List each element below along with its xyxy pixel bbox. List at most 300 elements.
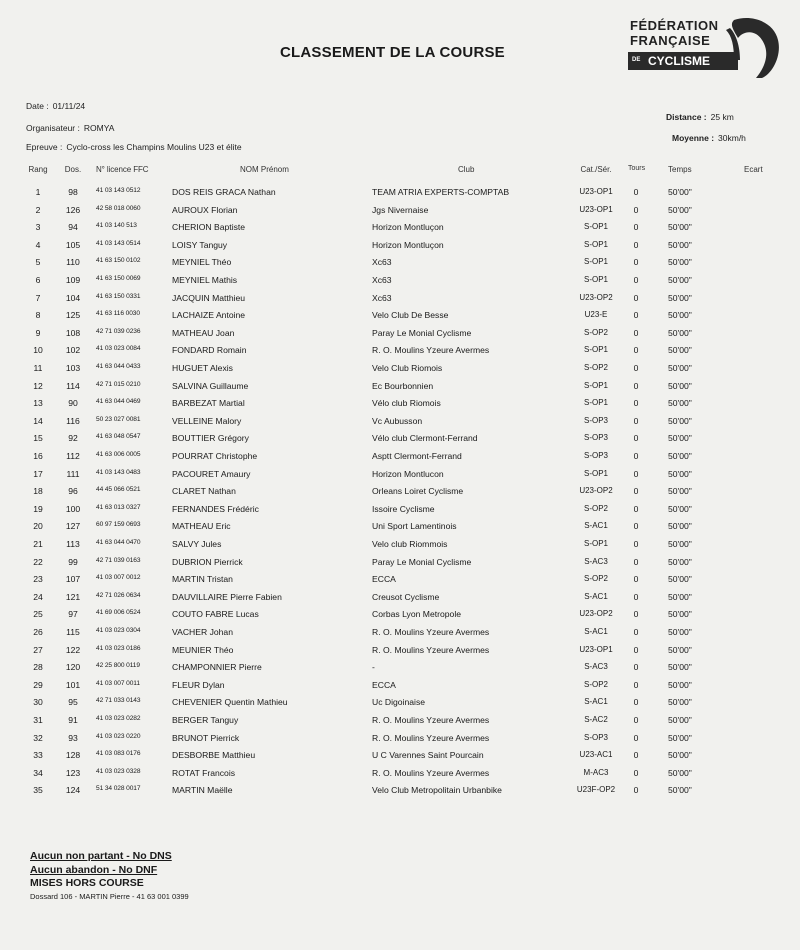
cell-club: Corbas Lyon Metropole [372,609,462,620]
col-temps: Temps [668,165,692,174]
cell-licence: 42 71 033 0143 [96,697,141,705]
cell-cat: S-AC1 [584,627,608,636]
col-licence: N° licence FFC [96,165,149,174]
cell-licence: 41 63 150 0331 [96,292,141,300]
cell-tours: 0 [633,785,639,796]
cell-club: Velo Club Metropolitain Urbanbike [372,785,502,796]
cell-rang: 27 [33,644,43,655]
cell-club: Xc63 [372,257,392,268]
cell-cat: S-OP1 [583,398,608,408]
cell-cat: S-OP3 [583,433,608,443]
cell-licence: 41 63 150 0102 [96,257,141,265]
cell-temps: 50'00" [668,468,692,479]
cell-temps: 50'00" [668,609,692,620]
cell-temps: 50'00" [668,327,692,338]
cell-rang: 20 [33,521,43,532]
cell-rang: 31 [33,715,43,725]
cell-licence: 41 63 013 0327 [96,503,141,511]
logo-de: DE [632,57,641,63]
cell-tours: 0 [633,310,639,321]
cell-dos: 109 [65,275,81,285]
cell-tours: 0 [633,275,639,285]
cell-nom: POURRAT Christophe [172,451,258,461]
cell-nom: MEUNIER Théo [172,644,234,655]
cell-cat: S-OP1 [583,275,608,284]
cell-temps: 50'00" [668,521,692,532]
cell-club: Uc Digoinaise [372,697,426,708]
organisateur-label: Organisateur : [26,123,80,133]
col-nom: NOM Prénom [240,165,289,174]
cell-rang: 3 [35,222,41,233]
epreuve-line [26,142,242,152]
cell-rang: 23 [33,574,43,585]
cell-licence: 41 03 140 513 [96,222,137,230]
cell-dos: 125 [65,310,81,321]
cell-cat: S-OP1 [583,222,608,232]
cell-club: Jgs Nivernaise [372,204,429,215]
logo-line-2: FRANÇAISE [630,33,711,48]
cell-rang: 15 [33,433,43,444]
cell-tours: 0 [633,767,639,778]
cell-club: Vélo club Riomois [372,398,441,409]
cell-nom: SALVINA Guillaume [172,380,249,391]
cell-dos: 124 [65,785,81,796]
cell-cat: U23-OP2 [579,292,613,302]
cell-dos: 116 [66,415,80,426]
cell-tours: 0 [633,345,639,356]
cell-rang: 28 [33,662,43,673]
col-rang: Rang [28,165,48,174]
cell-rang: 29 [33,679,43,690]
cell-cat: S-OP2 [583,327,608,337]
cell-dos: 121 [65,591,81,602]
moyenne-line [672,133,746,143]
cell-temps: 50'00" [668,363,692,373]
cell-tours: 0 [633,204,639,215]
cell-tours: 0 [633,574,639,585]
cell-licence: 44 45 066 0521 [96,486,141,494]
cell-nom: DUBRION Pierrick [172,556,243,567]
cell-temps: 50'00" [668,239,692,250]
cell-licence: 41 63 048 0547 [96,433,141,441]
cell-rang: 30 [33,697,43,708]
cell-rang: 25 [33,609,43,620]
cell-dos: 112 [66,451,80,461]
cell-temps: 50'00" [668,415,692,426]
cell-tours: 0 [633,222,639,233]
cell-licence: 50 23 027 0081 [96,415,141,423]
cell-licence: 41 03 023 0304 [96,627,141,634]
cell-club: ECCA [372,574,396,585]
col-dos: Dos. [64,165,82,174]
cell-club: R. O. Moulins Yzeure Avermes [372,732,490,743]
cell-club: Asptt Clermont-Ferrand [372,451,462,461]
cell-dos: 101 [65,679,81,690]
cell-club: Horizon Montlucon [372,468,444,479]
cell-rang: 11 [33,363,43,373]
cell-dos: 94 [68,222,78,233]
cell-licence: 41 03 083 0176 [96,750,141,758]
cell-club: R. O. Moulins Yzeure Avermes [372,715,490,725]
cell-rang: 32 [33,732,43,743]
cell-nom: CHAMPONNIER Pierre [172,662,262,673]
cell-licence: 41 03 143 0483 [96,468,141,476]
cell-temps: 50'00" [668,627,692,637]
cell-temps: 50'00" [668,679,692,690]
cell-licence: 42 71 039 0236 [96,327,141,335]
col-tours: Tours [628,165,646,172]
date-value: 01/11/24 [52,101,86,111]
cell-cat: S-OP1 [583,539,608,548]
cell-temps: 50'00" [668,644,692,655]
cell-licence: 41 03 023 0282 [96,715,141,722]
cell-licence: 42 58 018 0060 [96,204,141,212]
cell-tours: 0 [633,697,639,708]
cell-club: Xc63 [372,275,392,285]
cell-dos: 93 [68,732,78,743]
cell-dos: 110 [66,257,80,268]
cell-dos: 126 [65,204,81,215]
cell-licence: 41 03 007 0011 [96,679,140,687]
cell-rang: 8 [35,310,41,321]
cell-cat: S-AC2 [584,715,608,724]
cell-club: Horizon Montluçon [372,222,444,233]
cell-club: Issoire Cyclisme [372,503,435,514]
cell-club: Velo Club Riomois [372,363,443,373]
cell-dos: 108 [65,327,81,338]
cell-licence: 42 71 039 0163 [96,556,141,564]
cell-licence: 41 03 023 0328 [96,767,141,775]
cell-club: Orleans Loiret Cyclisme [372,486,464,497]
cell-rang: 35 [33,785,43,796]
cell-temps: 50'00" [668,486,692,497]
cell-cat: S-AC3 [584,662,608,672]
cell-cat: S-OP1 [583,380,608,390]
cell-dos: 120 [65,662,81,673]
cell-nom: FERNANDES Frédéric [172,503,259,514]
cell-rang: 33 [33,750,43,761]
cell-nom: MATHEAU Eric [172,521,231,532]
cell-club: Velo club Riommois [372,539,448,549]
distance-label: Distance : [666,112,707,122]
cell-dos: 96 [68,486,78,497]
cell-nom: JACQUIN Matthieu [172,292,246,303]
cell-temps: 50'00" [668,503,692,514]
cell-cat: U23-OP2 [579,486,613,496]
cell-cat: U23-AC1 [579,750,613,760]
cell-temps: 50'00" [668,292,692,303]
cell-rang: 34 [33,767,43,778]
cell-dos: 95 [68,697,78,708]
cell-club: Velo Club De Besse [372,310,449,321]
cell-tours: 0 [633,292,639,303]
cell-cat: S-OP1 [583,468,608,478]
cell-temps: 50'00" [668,539,692,549]
cell-club: Vc Aubusson [372,415,423,426]
organisateur-value: ROMYA [83,123,115,133]
cell-rang: 18 [33,486,43,497]
cell-licence: 41 03 023 0220 [96,732,141,740]
cell-rang: 6 [35,275,41,285]
cell-rang: 21 [33,539,43,549]
cell-cat: S-OP3 [583,451,608,460]
cell-temps: 50'00" [668,697,692,708]
cell-club: R. O. Moulins Yzeure Avermes [372,627,490,637]
cell-cat: S-OP3 [583,415,608,425]
cell-dos: 115 [66,627,80,637]
cell-rang: 2 [35,204,41,215]
cell-cat: S-OP1 [583,257,608,267]
cell-tours: 0 [633,609,639,620]
cell-cat: S-OP2 [583,503,608,513]
cell-dos: 91 [68,715,78,725]
cell-licence: 42 71 015 0210 [96,380,141,388]
cell-nom: DOS REIS GRACA Nathan [172,187,276,197]
cell-rang: 12 [33,380,43,391]
distance-line [666,112,734,122]
cell-club: Paray Le Monial Cyclisme [372,327,472,338]
cell-nom: MATHEAU Joan [172,327,235,338]
cell-temps: 50'00" [668,574,692,585]
cell-club: R. O. Moulins Yzeure Avermes [372,345,490,356]
cell-temps: 50'00" [668,345,692,356]
cell-temps: 50'00" [668,662,692,673]
cell-cat: S-OP2 [583,363,608,372]
no-dns-note: Aucun non partant - No DNS [30,850,172,862]
cell-temps: 50'00" [668,750,692,761]
cell-nom: MEYNIEL Théo [172,257,232,268]
cell-dos: 104 [65,292,81,303]
cyclist-swoosh-icon [722,16,788,80]
cell-rang: 14 [33,415,43,426]
cell-licence: 51 34 028 0017 [96,785,141,793]
cell-licence: 41 63 006 0005 [96,451,141,458]
cell-rang: 10 [33,345,43,356]
cell-temps: 50'00" [668,204,692,215]
cell-dos: 122 [65,644,81,655]
cell-cat: S-OP2 [583,574,608,584]
cell-cat: U23-OP1 [579,187,613,196]
cell-tours: 0 [633,257,639,268]
cell-dos: 127 [65,521,81,532]
cell-nom: DAUVILLAIRE Pierre Fabien [172,591,282,602]
cell-temps: 50'00" [668,257,692,268]
cell-nom: AUROUX Florian [172,204,238,215]
cell-nom: VACHER Johan [172,627,233,637]
cell-temps: 50'00" [668,275,692,285]
cell-club: Vélo club Clermont-Ferrand [372,433,478,444]
cell-dos: 102 [65,345,81,356]
col-ecart: Ecart [744,165,763,174]
cell-club: ECCA [372,679,396,690]
cell-licence: 42 71 026 0634 [96,591,141,599]
moyenne-value: 30km/h [718,133,746,143]
cell-licence: 41 03 007 0012 [96,574,141,582]
cell-rang: 22 [33,556,43,567]
cell-licence: 41 63 044 0470 [96,539,141,546]
cell-tours: 0 [633,539,639,549]
cell-club: TEAM ATRIA EXPERTS-COMPTAB [372,187,510,197]
logo-cyclisme: CYCLISME [648,54,711,68]
cell-temps: 50'00" [668,187,692,197]
cell-nom: CHEVENIER Quentin Mathieu [172,697,288,708]
cell-tours: 0 [633,556,639,567]
cell-temps: 50'00" [668,222,692,233]
cell-tours: 0 [633,239,639,250]
cell-rang: 13 [33,398,43,409]
moyenne-label: Moyenne : [672,133,715,143]
cell-cat: S-AC1 [584,697,608,707]
cell-cat: S-OP3 [583,732,608,742]
page-title: CLASSEMENT DE LA COURSE [280,44,505,61]
cell-club: R. O. Moulins Yzeure Avermes [372,644,490,655]
cell-licence: 41 03 143 0512 [96,187,141,194]
cell-nom: COUTO FABRE Lucas [172,609,259,620]
cell-dos: 99 [68,556,78,567]
cell-dos: 111 [66,468,80,479]
cell-cat: S-AC1 [584,591,608,601]
cell-dos: 105 [65,239,81,250]
col-club: Club [458,165,475,174]
cell-dos: 107 [65,574,81,585]
cell-nom: BERGER Tanguy [172,715,239,725]
cell-temps: 50'00" [668,715,692,725]
cell-tours: 0 [633,591,639,602]
cell-temps: 50'00" [668,433,692,444]
cell-cat: U23-E [584,310,608,320]
cell-tours: 0 [633,732,639,743]
cell-licence: 41 03 143 0514 [96,239,141,247]
cell-tours: 0 [633,468,639,479]
cell-rang: 26 [33,627,43,637]
cell-nom: CLARET Nathan [172,486,236,497]
cell-temps: 50'00" [668,732,692,743]
cell-tours: 0 [633,644,639,655]
cell-rang: 19 [33,503,43,514]
ffc-logo [622,16,790,80]
cell-nom: LACHAIZE Antoine [172,310,246,321]
cell-rang: 17 [33,468,43,479]
cell-nom: ROTAT Francois [172,767,236,778]
cell-dos: 103 [65,363,81,373]
cell-tours: 0 [633,521,639,532]
cell-rang: 4 [35,239,41,250]
cell-nom: LOISY Tanguy [172,239,228,250]
cell-licence: 41 03 023 0084 [96,345,141,353]
cell-tours: 0 [633,486,639,497]
cell-tours: 0 [633,627,639,637]
cell-rang: 1 [35,187,41,197]
cell-temps: 50'00" [668,451,692,461]
cell-club: Creusot Cyclisme [372,591,440,602]
cell-club: Paray Le Monial Cyclisme [372,556,472,567]
cell-dos: 128 [65,750,81,761]
epreuve-label: Epreuve : [26,142,63,152]
dossard-note: Dossard 106 - MARTIN Pierre - 41 63 001 0399 [30,892,189,901]
cell-nom: FONDARD Romain [172,345,247,356]
cell-rang: 24 [33,591,43,602]
cell-tours: 0 [633,679,639,690]
cell-rang: 16 [33,451,43,461]
cell-tours: 0 [633,750,639,761]
cell-dos: 113 [66,539,80,549]
cell-temps: 50'00" [668,398,692,409]
cell-dos: 123 [65,767,81,778]
cell-tours: 0 [633,327,639,338]
cell-nom: VELLEINE Malory [172,415,242,426]
cell-licence: 41 63 044 0433 [96,363,141,370]
cell-club: Horizon Montluçon [372,239,444,250]
logo-line-1: FÉDÉRATION [630,18,719,33]
cell-tours: 0 [633,451,639,461]
cell-nom: PACOURET Amaury [172,468,251,479]
cell-dos: 114 [66,380,80,391]
cell-tours: 0 [633,415,639,426]
cell-nom: FLEUR Dylan [172,679,225,690]
cell-nom: BRUNOT Pierrick [172,732,240,743]
cell-tours: 0 [633,503,639,514]
cell-nom: BOUTTIER Grégory [172,433,249,444]
cell-rang: 5 [35,257,41,268]
cell-dos: 90 [68,398,78,409]
cell-cat: U23-OP1 [579,644,613,654]
no-dnf-note: Aucun abandon - No DNF [30,864,158,876]
cell-tours: 0 [633,363,639,373]
cell-nom: CHERION Baptiste [172,222,246,233]
cell-temps: 50'00" [668,310,692,321]
cell-temps: 50'00" [668,767,692,778]
cell-cat: S-AC1 [584,521,608,531]
cell-cat: S-OP2 [583,679,608,689]
cell-club: Ec Bourbonnien [372,380,434,391]
cell-licence: 41 03 023 0186 [96,644,141,652]
cell-licence: 41 63 150 0069 [96,275,141,282]
cell-licence: 42 25 800 0119 [96,662,140,670]
cell-nom: BARBEZAT Martial [172,398,245,409]
cell-tours: 0 [633,187,639,197]
cell-dos: 92 [68,433,78,444]
cell-tours: 0 [633,433,639,444]
date-label: Date : [26,101,49,111]
cell-nom: HUGUET Alexis [172,363,233,373]
organisateur-line [26,123,114,133]
cell-rang: 9 [35,327,41,338]
cell-licence: 41 69 006 0524 [96,609,141,617]
cell-club: Xc63 [372,292,392,303]
cell-club: Uni Sport Lamentinois [372,521,457,532]
cell-temps: 50'00" [668,591,692,602]
cell-club: - [372,662,375,673]
cell-licence: 41 63 116 0030 [96,310,140,318]
cell-club: R. O. Moulins Yzeure Avermes [372,767,490,778]
cell-cat: U23-OP1 [579,204,613,214]
cell-cat: M-AC3 [583,767,609,777]
cell-dos: 100 [65,503,81,514]
cell-rang: 7 [35,292,41,303]
cell-tours: 0 [633,662,639,673]
cell-nom: DESBORBE Matthieu [172,750,256,761]
cell-dos: 98 [68,187,78,197]
cell-cat: S-OP1 [583,345,608,355]
cell-club: U C Varennes Saint Pourcain [372,750,484,761]
cell-cat: S-AC3 [584,556,608,566]
cell-dos: 97 [68,609,78,620]
cell-nom: SALVY Jules [172,539,222,549]
cell-tours: 0 [633,380,639,391]
cell-licence: 41 63 044 0469 [96,398,141,406]
cell-licence: 60 97 159 0693 [96,521,141,529]
cell-nom: MARTIN Maëlle [172,785,233,796]
